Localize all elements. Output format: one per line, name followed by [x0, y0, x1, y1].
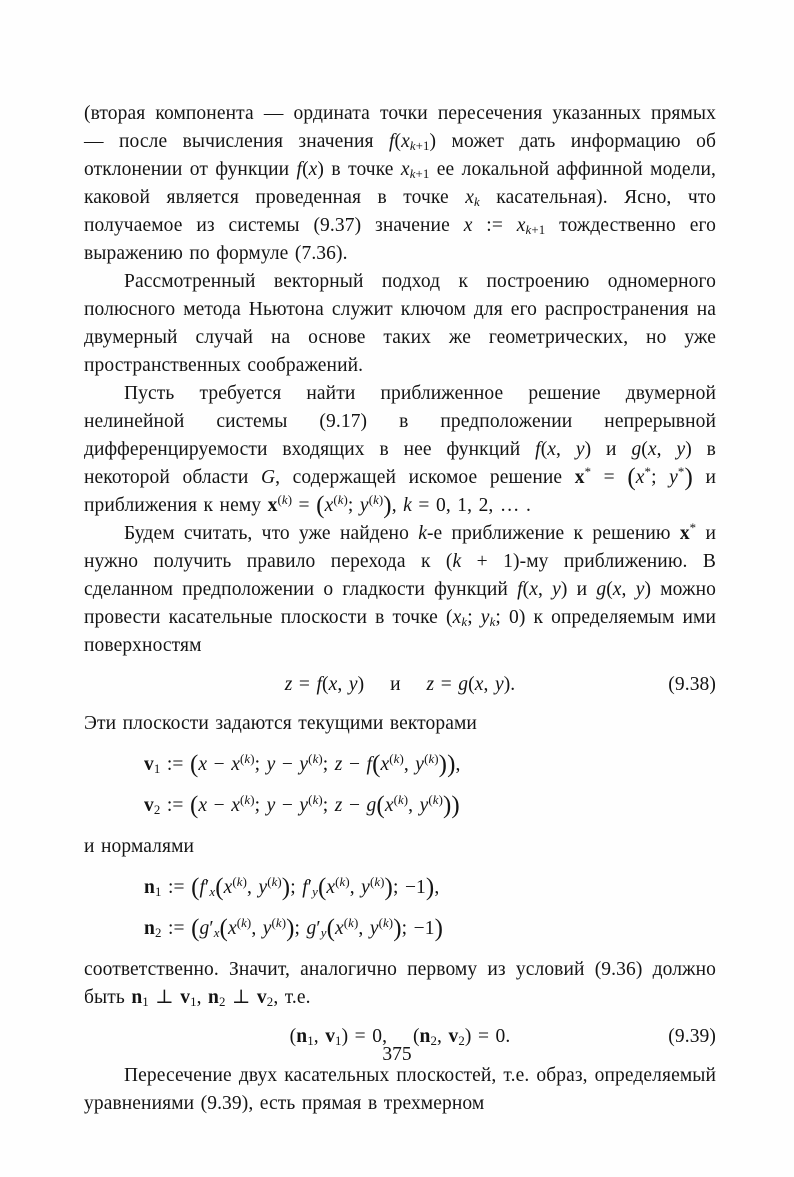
equation-n1 [84, 874, 716, 902]
paragraph-2: Рассмотренный векторный подход к построению одномерного полюсного метода Ньютона служит ключом для его распространения на двумерный случай на основе таких же геометрических, но уже пространственных соображений. [84, 271, 716, 376]
equation-body: ($n_1$, $v_1) = 0$, ($n_2$, $v_2) = 0$. [289, 1026, 511, 1049]
paragraph-6: и нормалями [84, 836, 195, 857]
equation-9-38 [84, 671, 716, 699]
equation-body: $v_2$ := ($x - x^{(k)}$; $y - y^{(k)}$; $z - g(x^{(k)}$, $y^{(k)}$)) [144, 791, 460, 819]
equation-body: $v_1$ := ($x - x^{(k)}$; $y - y^{(k)}$; $z - f(x^{(k)}$, $y^{(k)}$)), [144, 750, 461, 778]
paragraph-5: Эти плоскости задаются текущими векторами [84, 713, 477, 734]
paragraph-3: Пусть требуется найти приближенное решение двумерной нелинейной системы (9.17) в предположении непрерывной дифференцируемости входящих в нее функций f(x, y) и g(x, y) в некоторой области G, содержащей искомое решение x* = (x*; y*) и приближения к нему $x^{(k)} = (x^{(k)}$; $y^{(k)}$), k = 0, 1, 2, … . [84, 383, 716, 519]
paragraph-7: соответственно. Значит, аналогично первому из условий (9.36) должно быть $n_1$ ⊥ $v_1$, $n_2$ ⊥ $v_2$, т.е. [84, 959, 716, 1010]
equation-v1 [84, 751, 716, 779]
equation-body: $n_2$ := ($g'_x(x^{(k)}$, $y^{(k)}$); $g'_y(x^{(k)}$, $y^{(k)}$); −1) [144, 914, 443, 942]
equation-body: $n_1$ := ($f'_x(x^{(k)}$, $y^{(k)}$); $f'_y(x^{(k)}$, $y^{(k)}$); −1), [144, 873, 440, 901]
equation-v2 [84, 792, 716, 820]
page-number: 375 [382, 1044, 412, 1065]
equation-number: (9.39) [668, 1026, 716, 1047]
paragraph-4: Будем считать, что уже найдено k-е приближение к решению x* и нужно получить правило перехода к (k + 1)-му приближению. В сделанном предположении о гладкости функций f(x, y) и g(x, y) можно провести касательные плоскости в точке ($x_k$; $y_k$; 0) к определяемым ими поверхностям [84, 520, 716, 656]
equation-n2 [84, 915, 716, 943]
equation-number: (9.38) [668, 674, 716, 695]
paragraph-8: Пересечение двух касательных плоскостей, т.е. образ, определяемый уравнениями (9.39), есть прямая в трехмерном [84, 1065, 716, 1114]
equation-body: z = f(x, y) и z = g(x, y). [284, 674, 516, 695]
paragraph-1: (вторая компонента — ордината точки пересечения указанных прямых — после вычисления значения $f(x_{k+1})$ может дать информацию об отклонении от функции f(x) в точке $x_{k+1}$ ее локальной аффинной модели, каковой является проведенная в точке $x_k$ касательная). Ясно, что получаемое из системы (9.37) значение x := $x_{k+1}$ тождественно его выражению по формуле (7.36). [84, 103, 716, 264]
text-column [84, 100, 716, 1118]
